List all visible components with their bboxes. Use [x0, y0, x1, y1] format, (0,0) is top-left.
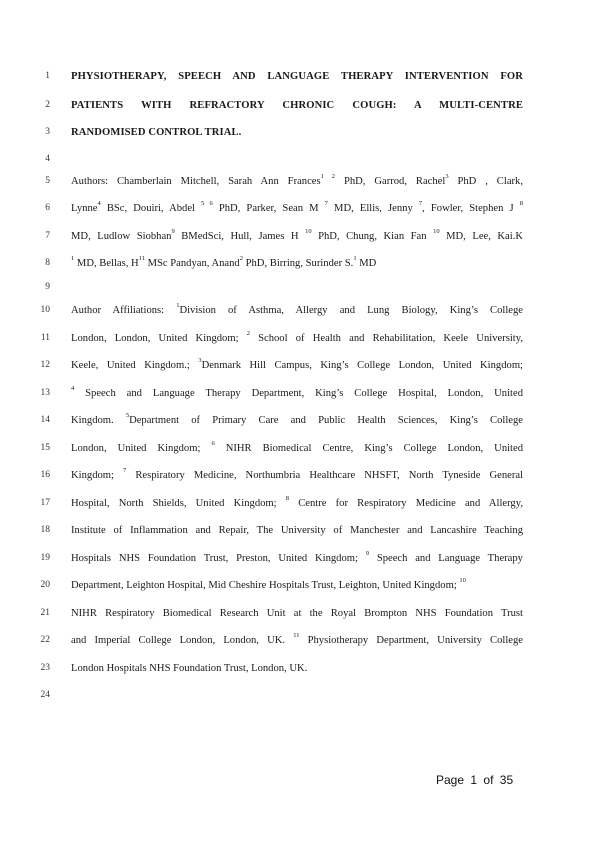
affiliation-superscript: 8 [519, 200, 523, 208]
line-number: 2 [45, 100, 50, 110]
affiliation-superscript: 2 [246, 330, 250, 338]
affiliation-line: NIHR Respiratory Biomedical Research Unit at the Royal Brompton NHS Foundation Trust [71, 608, 523, 619]
affiliation-text: Department, Leighton Hospital, Mid Cheshire Hospitals Trust, Leighton, United Kingdom; [71, 580, 460, 591]
author-text: Authors: Chamberlain Mitchell, Sarah Ann Frances [71, 176, 321, 187]
line-number: 24 [40, 690, 50, 700]
affiliation-text: Centre for Respiratory Medicine and Allergy, [289, 498, 523, 509]
affiliation-superscript: 8 [285, 495, 290, 503]
author-text: MD [356, 258, 377, 269]
affiliation-line [71, 634, 523, 647]
affiliation-superscript: 7 [123, 467, 127, 475]
line-number: 14 [40, 415, 50, 425]
line-number: 8 [45, 258, 50, 268]
affiliation-text: Author Affiliations: [71, 305, 177, 316]
line-number: 18 [40, 525, 50, 535]
affiliation-superscript: 9 [171, 228, 175, 236]
affiliation-superscript: 3 [445, 173, 449, 181]
affiliation-line [71, 387, 523, 400]
author-text: MSc Pandyan, Anand [144, 258, 240, 269]
affiliation-superscript: 11 [138, 255, 145, 263]
affiliation-superscript: 1 [176, 302, 180, 310]
affiliation-text: Denmark Hill Campus, King’s College London, United Kingdom; [201, 360, 523, 371]
affiliation-superscript: 7 [418, 200, 423, 208]
affiliation-text: Physiotherapy Department, University College [299, 635, 523, 646]
author-text: , Fowler, Stephen J [422, 203, 520, 214]
author-line [71, 175, 523, 188]
affiliation-text: Respiratory Medicine, Northumbria Healthcare NHSFT, North Tyneside General [126, 470, 523, 481]
line-number: 4 [45, 154, 50, 164]
line-number: 9 [45, 282, 50, 292]
affiliation-superscript: 1 [71, 255, 75, 263]
line-number: 21 [40, 608, 50, 618]
line-number: 13 [40, 388, 50, 398]
author-text: Lynne [71, 203, 98, 214]
author-text: MD, Lee, Kai.K [439, 231, 523, 242]
affiliation-line [71, 359, 523, 372]
affiliation-text: NIHR Biomedical Centre, King’s College London, United [214, 443, 523, 454]
affiliation-superscript: 5 [125, 412, 130, 420]
affiliation-text: Division of Asthma, Allergy and Lung Biology, King’s College [179, 305, 523, 316]
line-number: 17 [40, 498, 50, 508]
author-text: MD, Ellis, Jenny [327, 203, 419, 214]
affiliation-superscript: 3 [198, 357, 202, 365]
affiliation-superscript: 10 [433, 228, 440, 236]
author-line [71, 230, 523, 243]
affiliation-text: Speech and Language Therapy Department, King’s College Hospital, London, United [74, 388, 523, 399]
affiliation-superscript: 9 [365, 550, 370, 558]
line-number: 19 [40, 553, 50, 563]
page-number: 1 [470, 773, 478, 787]
affiliation-line [71, 469, 523, 482]
affiliation-superscript: 10 [459, 577, 466, 585]
title-line: PHYSIOTHERAPY, SPEECH AND LANGUAGE THERAPY INTERVENTION FOR [71, 71, 523, 82]
page-footer [436, 773, 513, 787]
line-number: 23 [40, 663, 50, 673]
affiliation-line [71, 552, 523, 565]
affiliation-superscript: 4 [71, 385, 75, 393]
of-word: of [483, 773, 494, 787]
line-number: 6 [45, 203, 50, 213]
author-text: PhD, Garrod, Rachel [335, 176, 446, 187]
affiliation-superscript: 5 6 [201, 200, 213, 208]
author-text: PhD, Chung, Kian Fan [311, 231, 434, 242]
author-text: PhD, Birring, Surinder S. [242, 258, 354, 269]
line-number: 11 [40, 333, 50, 343]
affiliation-superscript: 11 [293, 632, 300, 640]
affiliation-text: School of Health and Rehabilitation, Keele University, [249, 333, 523, 344]
affiliation-text: and Imperial College London, London, UK. [71, 635, 294, 646]
line-number: 7 [45, 231, 50, 241]
affiliation-line [71, 332, 523, 345]
line-number: 5 [45, 176, 50, 186]
author-line [71, 257, 523, 270]
affiliation-line [71, 304, 523, 317]
affiliation-superscript: 1 [353, 255, 357, 263]
page-word: Page [436, 773, 465, 787]
author-text: BSc, Douiri, Abdel [100, 203, 202, 214]
line-number: 15 [40, 443, 50, 453]
author-text: PhD , Clark, [448, 176, 523, 187]
line-number: 16 [40, 470, 50, 480]
line-number: 1 [45, 71, 50, 81]
affiliation-text: Hospital, North Shields, United Kingdom; [71, 498, 286, 509]
author-text: PhD, Parker, Sean M [212, 203, 325, 214]
affiliation-line [71, 442, 523, 455]
affiliation-text: Keele, United Kingdom.; [71, 360, 199, 371]
affiliation-line: London Hospitals NHS Foundation Trust, London, UK. [71, 663, 308, 674]
affiliation-text: London, United Kingdom; [71, 443, 212, 454]
author-text: BMedSci, Hull, James H [174, 231, 306, 242]
affiliation-line: Institute of Inflammation and Repair, The University of Manchester and Lancashire Teaching [71, 525, 523, 536]
affiliation-line [71, 414, 523, 427]
line-number: 12 [40, 360, 50, 370]
line-number: 20 [40, 580, 50, 590]
line-number: 3 [45, 127, 50, 137]
affiliation-text: Hospitals NHS Foundation Trust, Preston, United Kingdom; [71, 553, 366, 564]
affiliation-text: Department of Primary Care and Public Health Sciences, King’s College [129, 415, 523, 426]
affiliation-text: Kingdom; [71, 470, 124, 481]
title-line: RANDOMISED CONTROL TRIAL. [71, 127, 242, 138]
affiliation-text: Kingdom. [71, 415, 126, 426]
affiliation-superscript: 4 [97, 200, 101, 208]
author-line [71, 202, 523, 215]
affiliation-line [71, 579, 523, 592]
affiliation-superscript: 6 [211, 440, 215, 448]
affiliation-superscript: 2 [239, 255, 243, 263]
page-total: 35 [499, 773, 514, 787]
line-number: 22 [40, 635, 50, 645]
affiliation-superscript: 1 2 [320, 173, 336, 181]
affiliation-superscript: 7 [324, 200, 328, 208]
author-text: MD, Bellas, H [74, 258, 139, 269]
affiliation-line [71, 497, 523, 510]
line-number: 10 [40, 305, 50, 315]
title-line: PATIENTS WITH REFRACTORY CHRONIC COUGH: A MULTI-CENTRE [71, 100, 523, 111]
affiliation-text: London, London, United Kingdom; [71, 333, 247, 344]
affiliation-superscript: 10 [305, 228, 312, 236]
affiliation-text: Speech and Language Therapy [369, 553, 523, 564]
author-text: MD, Ludlow Siobhan [71, 231, 172, 242]
